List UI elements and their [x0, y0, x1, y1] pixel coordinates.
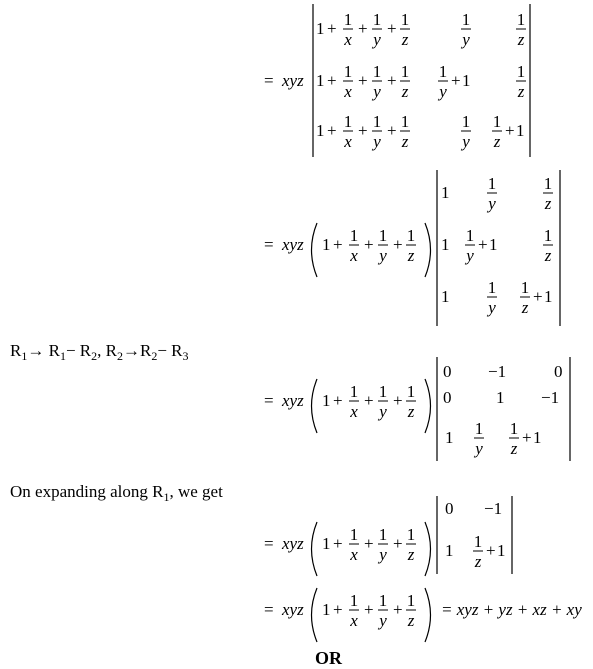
right-paren	[425, 522, 431, 576]
equals-sign: =	[264, 391, 274, 410]
fraction-numerator: 1	[349, 226, 359, 245]
term-one: 1	[322, 600, 331, 619]
row-operation-text: → R	[27, 341, 60, 360]
plus-sign: +	[387, 71, 397, 90]
fraction-denominator: y	[462, 132, 470, 151]
row-operation-text: 2	[116, 349, 123, 363]
plus-sign: +	[333, 534, 343, 553]
plus-sign: +	[364, 391, 374, 410]
or-label: OR	[315, 648, 342, 668]
plus-sign: +	[333, 391, 343, 410]
fraction-numerator: 1	[349, 525, 359, 544]
fraction-denominator: z	[401, 82, 409, 101]
fraction-numerator: 1	[474, 419, 484, 438]
fraction-numerator: 1	[487, 174, 497, 193]
row-operation-text: 2	[151, 349, 158, 363]
fraction-numerator: 1	[400, 62, 410, 81]
fraction-denominator: y	[475, 439, 483, 458]
plus-sign: +	[505, 121, 515, 140]
plus-sign: +	[327, 71, 337, 90]
fraction-denominator: z	[493, 132, 501, 151]
equals-sign: =	[264, 600, 274, 619]
fraction-denominator: y	[379, 611, 387, 630]
right-paren	[425, 223, 431, 277]
term-zero: 0	[443, 388, 452, 407]
fraction-denominator: y	[439, 82, 447, 101]
fraction-denominator: x	[344, 82, 352, 101]
fraction-denominator: x	[350, 545, 358, 564]
xyz-factor: xyz	[282, 600, 304, 619]
plus-sign: +	[533, 287, 543, 306]
fraction-denominator: y	[373, 82, 381, 101]
plus-sign: +	[393, 600, 403, 619]
term-one: 1	[316, 19, 325, 38]
expansion-text: 1	[163, 490, 170, 504]
term-minus-one: −1	[488, 362, 507, 381]
fraction-denominator: x	[344, 30, 352, 49]
fraction-denominator: y	[488, 194, 496, 213]
fraction-denominator: x	[350, 402, 358, 421]
fraction-denominator: y	[462, 30, 470, 49]
fraction-numerator: 1	[406, 525, 416, 544]
fraction-denominator: y	[379, 246, 387, 265]
fraction-denominator: z	[407, 545, 415, 564]
row-operation-text: R	[10, 341, 22, 360]
fraction-numerator: 1	[438, 62, 448, 81]
row-operation-text: , R	[97, 341, 117, 360]
xyz-factor: xyz	[282, 71, 304, 90]
plus-sign: +	[364, 534, 374, 553]
row-operation-text: − R	[157, 341, 183, 360]
final-result: = xyz + yz + xz + xy	[441, 600, 582, 619]
fraction-numerator: 1	[406, 591, 416, 610]
term-one: 1	[533, 428, 542, 447]
fraction-numerator: 1	[492, 112, 502, 131]
row-operation-text: − R	[65, 341, 92, 360]
term-one: 1	[316, 121, 325, 140]
fraction-denominator: z	[401, 30, 409, 49]
equals-sign: =	[264, 71, 274, 90]
fraction-numerator: 1	[372, 112, 382, 131]
fraction-numerator: 1	[372, 10, 382, 29]
term-one: 1	[445, 541, 454, 560]
fraction-numerator: 1	[520, 278, 530, 297]
fraction-numerator: 1	[378, 226, 388, 245]
plus-sign: +	[387, 19, 397, 38]
term-one: 1	[497, 541, 506, 560]
fraction-numerator: 1	[473, 532, 483, 551]
term-one: 1	[322, 235, 331, 254]
fraction-numerator: 1	[349, 591, 359, 610]
fraction-numerator: 1	[406, 226, 416, 245]
fraction-denominator: y	[373, 30, 381, 49]
plus-sign: +	[393, 534, 403, 553]
xyz-factor: xyz	[282, 235, 304, 254]
term-one: 1	[496, 388, 505, 407]
right-paren	[425, 588, 431, 642]
xyz-factor: xyz	[282, 391, 304, 410]
plus-sign: +	[478, 235, 488, 254]
fraction-numerator: 1	[343, 62, 353, 81]
fraction-numerator: 1	[372, 62, 382, 81]
plus-sign: +	[358, 71, 368, 90]
plus-sign: +	[327, 19, 337, 38]
plus-sign: +	[486, 541, 496, 560]
term-one: 1	[322, 391, 331, 410]
fraction-numerator: 1	[461, 112, 471, 131]
equals-sign: =	[264, 235, 274, 254]
fraction-denominator: y	[373, 132, 381, 151]
fraction-denominator: y	[466, 246, 474, 265]
fraction-denominator: y	[379, 402, 387, 421]
fraction-denominator: x	[350, 611, 358, 630]
fraction-numerator: 1	[400, 112, 410, 131]
fraction-numerator: 1	[343, 112, 353, 131]
fraction-denominator: z	[517, 82, 525, 101]
plus-sign: +	[333, 235, 343, 254]
plus-sign: +	[393, 235, 403, 254]
fraction-denominator: z	[407, 611, 415, 630]
fraction-denominator: z	[474, 552, 482, 571]
plus-sign: +	[364, 600, 374, 619]
plus-sign: +	[393, 391, 403, 410]
fraction-denominator: z	[401, 132, 409, 151]
term-one: 1	[489, 235, 498, 254]
fraction-denominator: z	[544, 246, 552, 265]
term-one: 1	[516, 121, 525, 140]
left-paren	[312, 223, 318, 277]
fraction-numerator: 1	[516, 10, 526, 29]
plus-sign: +	[364, 235, 374, 254]
row-operation-text: 2	[91, 349, 98, 363]
fraction-denominator: x	[350, 246, 358, 265]
fraction-denominator: z	[407, 246, 415, 265]
plus-sign: +	[358, 121, 368, 140]
plus-sign: +	[387, 121, 397, 140]
fraction-numerator: 1	[487, 278, 497, 297]
fraction-denominator: z	[544, 194, 552, 213]
term-one: 1	[322, 534, 331, 553]
fraction-numerator: 1	[378, 525, 388, 544]
fraction-denominator: z	[521, 298, 529, 317]
fraction-denominator: z	[407, 402, 415, 421]
fraction-denominator: x	[344, 132, 352, 151]
term-minus-one: −1	[541, 388, 560, 407]
fraction-numerator: 1	[543, 174, 553, 193]
fraction-denominator: z	[510, 439, 518, 458]
left-paren	[312, 379, 318, 433]
fraction-numerator: 1	[516, 62, 526, 81]
term-zero: 0	[445, 499, 454, 518]
fraction-numerator: 1	[543, 226, 553, 245]
plus-sign: +	[327, 121, 337, 140]
term-one: 1	[441, 287, 450, 306]
term-one: 1	[462, 71, 471, 90]
term-zero: 0	[554, 362, 563, 381]
fraction-numerator: 1	[378, 591, 388, 610]
left-paren	[312, 588, 318, 642]
row-operation-text: 1	[59, 349, 66, 363]
fraction-numerator: 1	[343, 10, 353, 29]
fraction-numerator: 1	[378, 382, 388, 401]
term-one: 1	[445, 428, 454, 447]
fraction-numerator: 1	[465, 226, 475, 245]
term-one: 1	[441, 183, 450, 202]
fraction-numerator: 1	[406, 382, 416, 401]
fraction-denominator: z	[517, 30, 525, 49]
plus-sign: +	[522, 428, 532, 447]
xyz-factor: xyz	[282, 534, 304, 553]
row-operation-text: →R	[122, 341, 152, 360]
row-operation-text: 3	[182, 349, 189, 363]
row-operation-text: 1	[21, 349, 28, 363]
fraction-denominator: y	[379, 545, 387, 564]
plus-sign: +	[358, 19, 368, 38]
right-paren	[425, 379, 431, 433]
term-one: 1	[441, 235, 450, 254]
fraction-numerator: 1	[349, 382, 359, 401]
term-minus-one: −1	[484, 499, 503, 518]
fraction-numerator: 1	[400, 10, 410, 29]
fraction-numerator: 1	[461, 10, 471, 29]
term-zero: 0	[443, 362, 452, 381]
term-one: 1	[544, 287, 553, 306]
term-one: 1	[316, 71, 325, 90]
plus-sign: +	[451, 71, 461, 90]
plus-sign: +	[333, 600, 343, 619]
expansion-text: , we get	[169, 482, 223, 501]
fraction-numerator: 1	[509, 419, 519, 438]
equals-sign: =	[264, 534, 274, 553]
left-paren	[312, 522, 318, 576]
expansion-text: On expanding along R	[10, 482, 164, 501]
fraction-denominator: y	[488, 298, 496, 317]
